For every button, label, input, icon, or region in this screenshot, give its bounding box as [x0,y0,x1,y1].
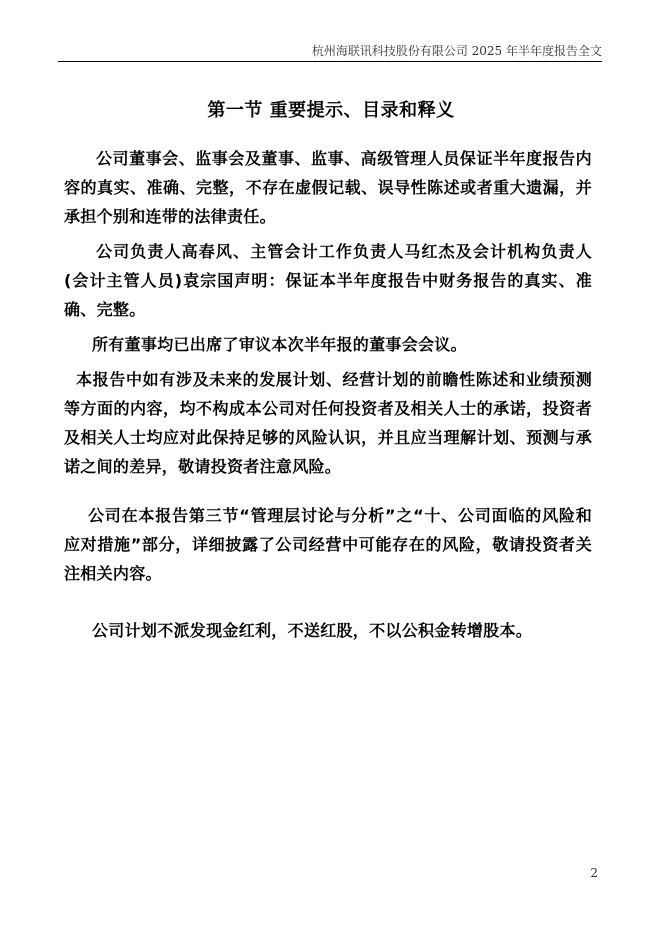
paragraph-responsible-persons: 公司负责人高春风、主管会计工作负责人马红杰及会计机构负责人(会计主管人员)袁宗国声明：保证本半年度报告中财务报告的真实、准确、完整。 [64,242,592,319]
paragraph-dividend-plan: 公司计划不派发现金红利，不送红股，不以公积金转增股本。 [92,621,533,640]
paragraph-forward-looking: 本报告中如有涉及未来的发展计划、经营计划的前瞻性陈述和业绩预测等方面的内容，均不构成本公司对任何投资者及相关人士的承诺，投资者及相关人士均应对此保持足够的风险认识，并且应当理解计划、预测与承诺之间的差异，敬请投资者注意风险。 [64,370,592,476]
header-rule [58,61,602,62]
page-header: 杭州海联讯科技股份有限公司 2025 年半年度报告全文 [311,44,602,58]
section-title: 第一节 重要提示、目录和释义 [207,100,455,121]
paragraph-board-guarantee: 公司董事会、监事会及董事、监事、高级管理人员保证半年度报告内容的真实、准确、完整，不存在虚假记载、误导性陈述或者重大遗漏，并承担个别和连带的法律责任。 [64,149,592,226]
page-number: 2 [590,866,598,880]
paragraph-risk-disclosure: 公司在本报告第三节“管理层讨论与分析”之“十、公司面临的风险和应对措施”部分，详细披露了公司经营中可能存在的风险，敬请投资者关注相关内容。 [64,506,592,583]
paragraph-attendance: 所有董事均已出席了审议本次半年报的董事会会议。 [92,335,467,354]
body-content [64,144,592,651]
